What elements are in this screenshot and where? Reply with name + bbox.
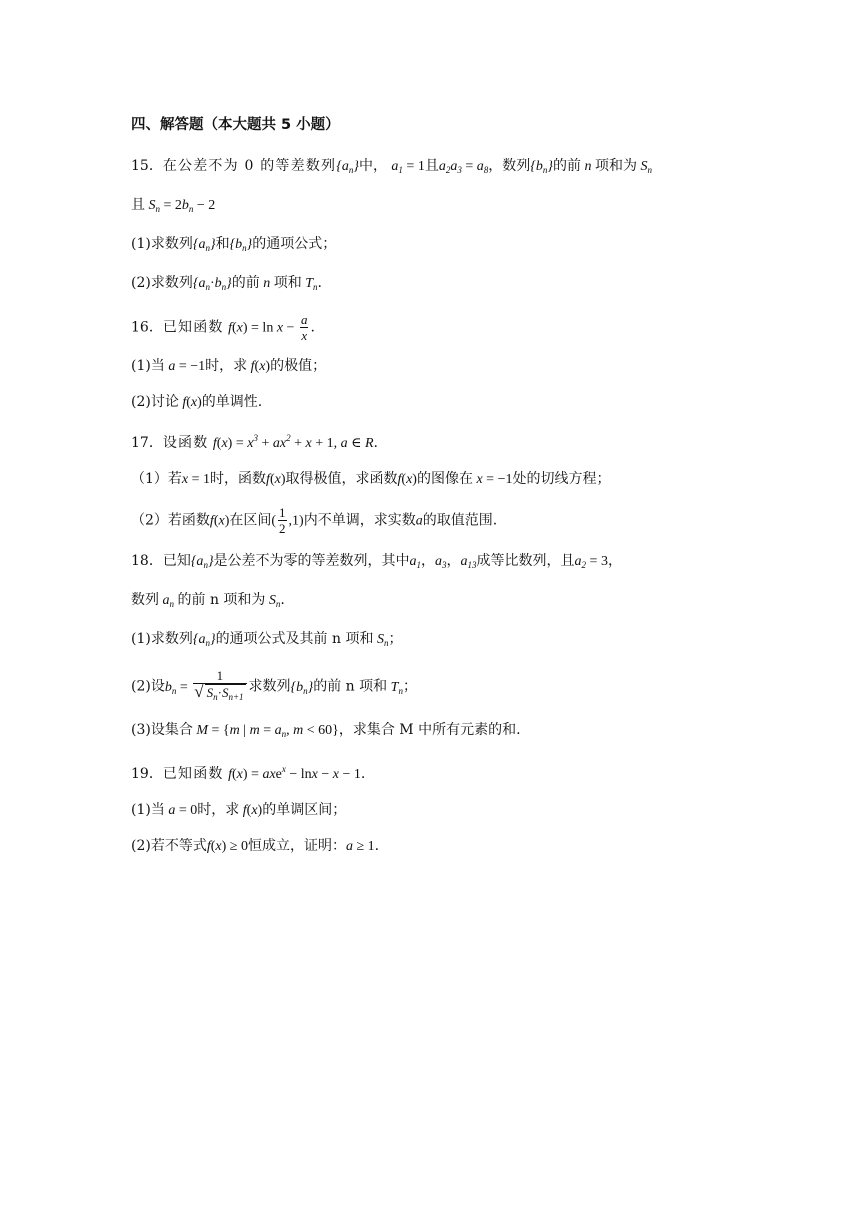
- fraction-a-over-x: $\frac{a}{x}$: [300, 312, 308, 343]
- question-15-part-2: (2)求数列$\{a_n\cdot b_n\}$的前 n 项和 $T_n$.: [131, 275, 322, 292]
- question-18-part-3: (3)设集合 M = {m | $m = a_n$, m < 60}，求集合 M 中所有元素的和.: [131, 722, 521, 739]
- fraction-one-half: $\frac{1}{2}$: [279, 505, 286, 536]
- question-17-part-2: （2）若函数f(x)在区间( $\frac{1}{2}$ ,1)内不单调，求实数a的取值范围.: [131, 505, 498, 536]
- question-18-part-1: (1)求数列$\{a_n\}$的通项公式及其前 n 项和 $S_n$；: [131, 631, 403, 648]
- question-18-part-2: (2)设$b_n$ = $\frac{1}{√ S_n\cdot S_{n+1}}$ 求数列$\{b_n\}$的前 n 项和 $T_n$；: [131, 668, 731, 705]
- question-16-part-2: (2)讨论 f(x)的单调性.: [131, 394, 263, 410]
- question-17-stem: 17．设函数 $f(x) = x^3 + ax^2 + x + 1$, a ∈ R.: [131, 433, 378, 451]
- page-content: [131, 113, 731, 872]
- question-17-part-1: （1）若x = 1时，函数f(x)取得极值，求函数f(x)的图像在 x = −1处的切线方程；: [131, 471, 611, 487]
- question-15-stem: 15．在公差不为 0 的等差数列$\{a_n\}$中， $a_1 = 1$且$a_2a_3 = a_8$，数列$\{b_n\}$的前 n 项和为 $S_n$: [131, 158, 652, 175]
- question-15-part-1: (1)求数列$\{a_n\}$和$\{b_n\}$的通项公式；: [131, 236, 337, 253]
- question-18-stem: 18．已知$\{a_n\}$是公差不为零的等差数列，其中$a_1$，$a_3$，$a_{13}$成等比数列，且$a_2 = 3$，: [131, 553, 622, 570]
- question-19-stem: 19．已知函数 f(x) = axe$^x$ − lnx − x − 1.: [131, 764, 366, 782]
- question-19-part-1: (1)当 a = 0时，求 f(x)的单调区间；: [131, 802, 347, 818]
- section-title: 四、解答题（本大题共 5 小题）: [131, 117, 340, 133]
- question-18-stem-cont: 数列 $a_n$ 的前 n 项和为 $S_n$.: [131, 592, 285, 609]
- question-16-stem: 16．已知函数 f(x) = ln x − $\frac{a}{x}$ .: [131, 312, 315, 343]
- fraction-bn-definition: $\frac{1}{√ S_n\cdot S_{n+1}}$: [193, 668, 246, 705]
- question-19-part-2: (2)若不等式f(x) ≥ 0恒成立，证明：a ≥ 1.: [131, 838, 380, 854]
- question-16-part-1: (1)当 a = −1时，求 f(x)的极值；: [131, 358, 327, 374]
- question-15-stem-cont: 且 $S_n = 2b_n - 2$: [131, 197, 216, 214]
